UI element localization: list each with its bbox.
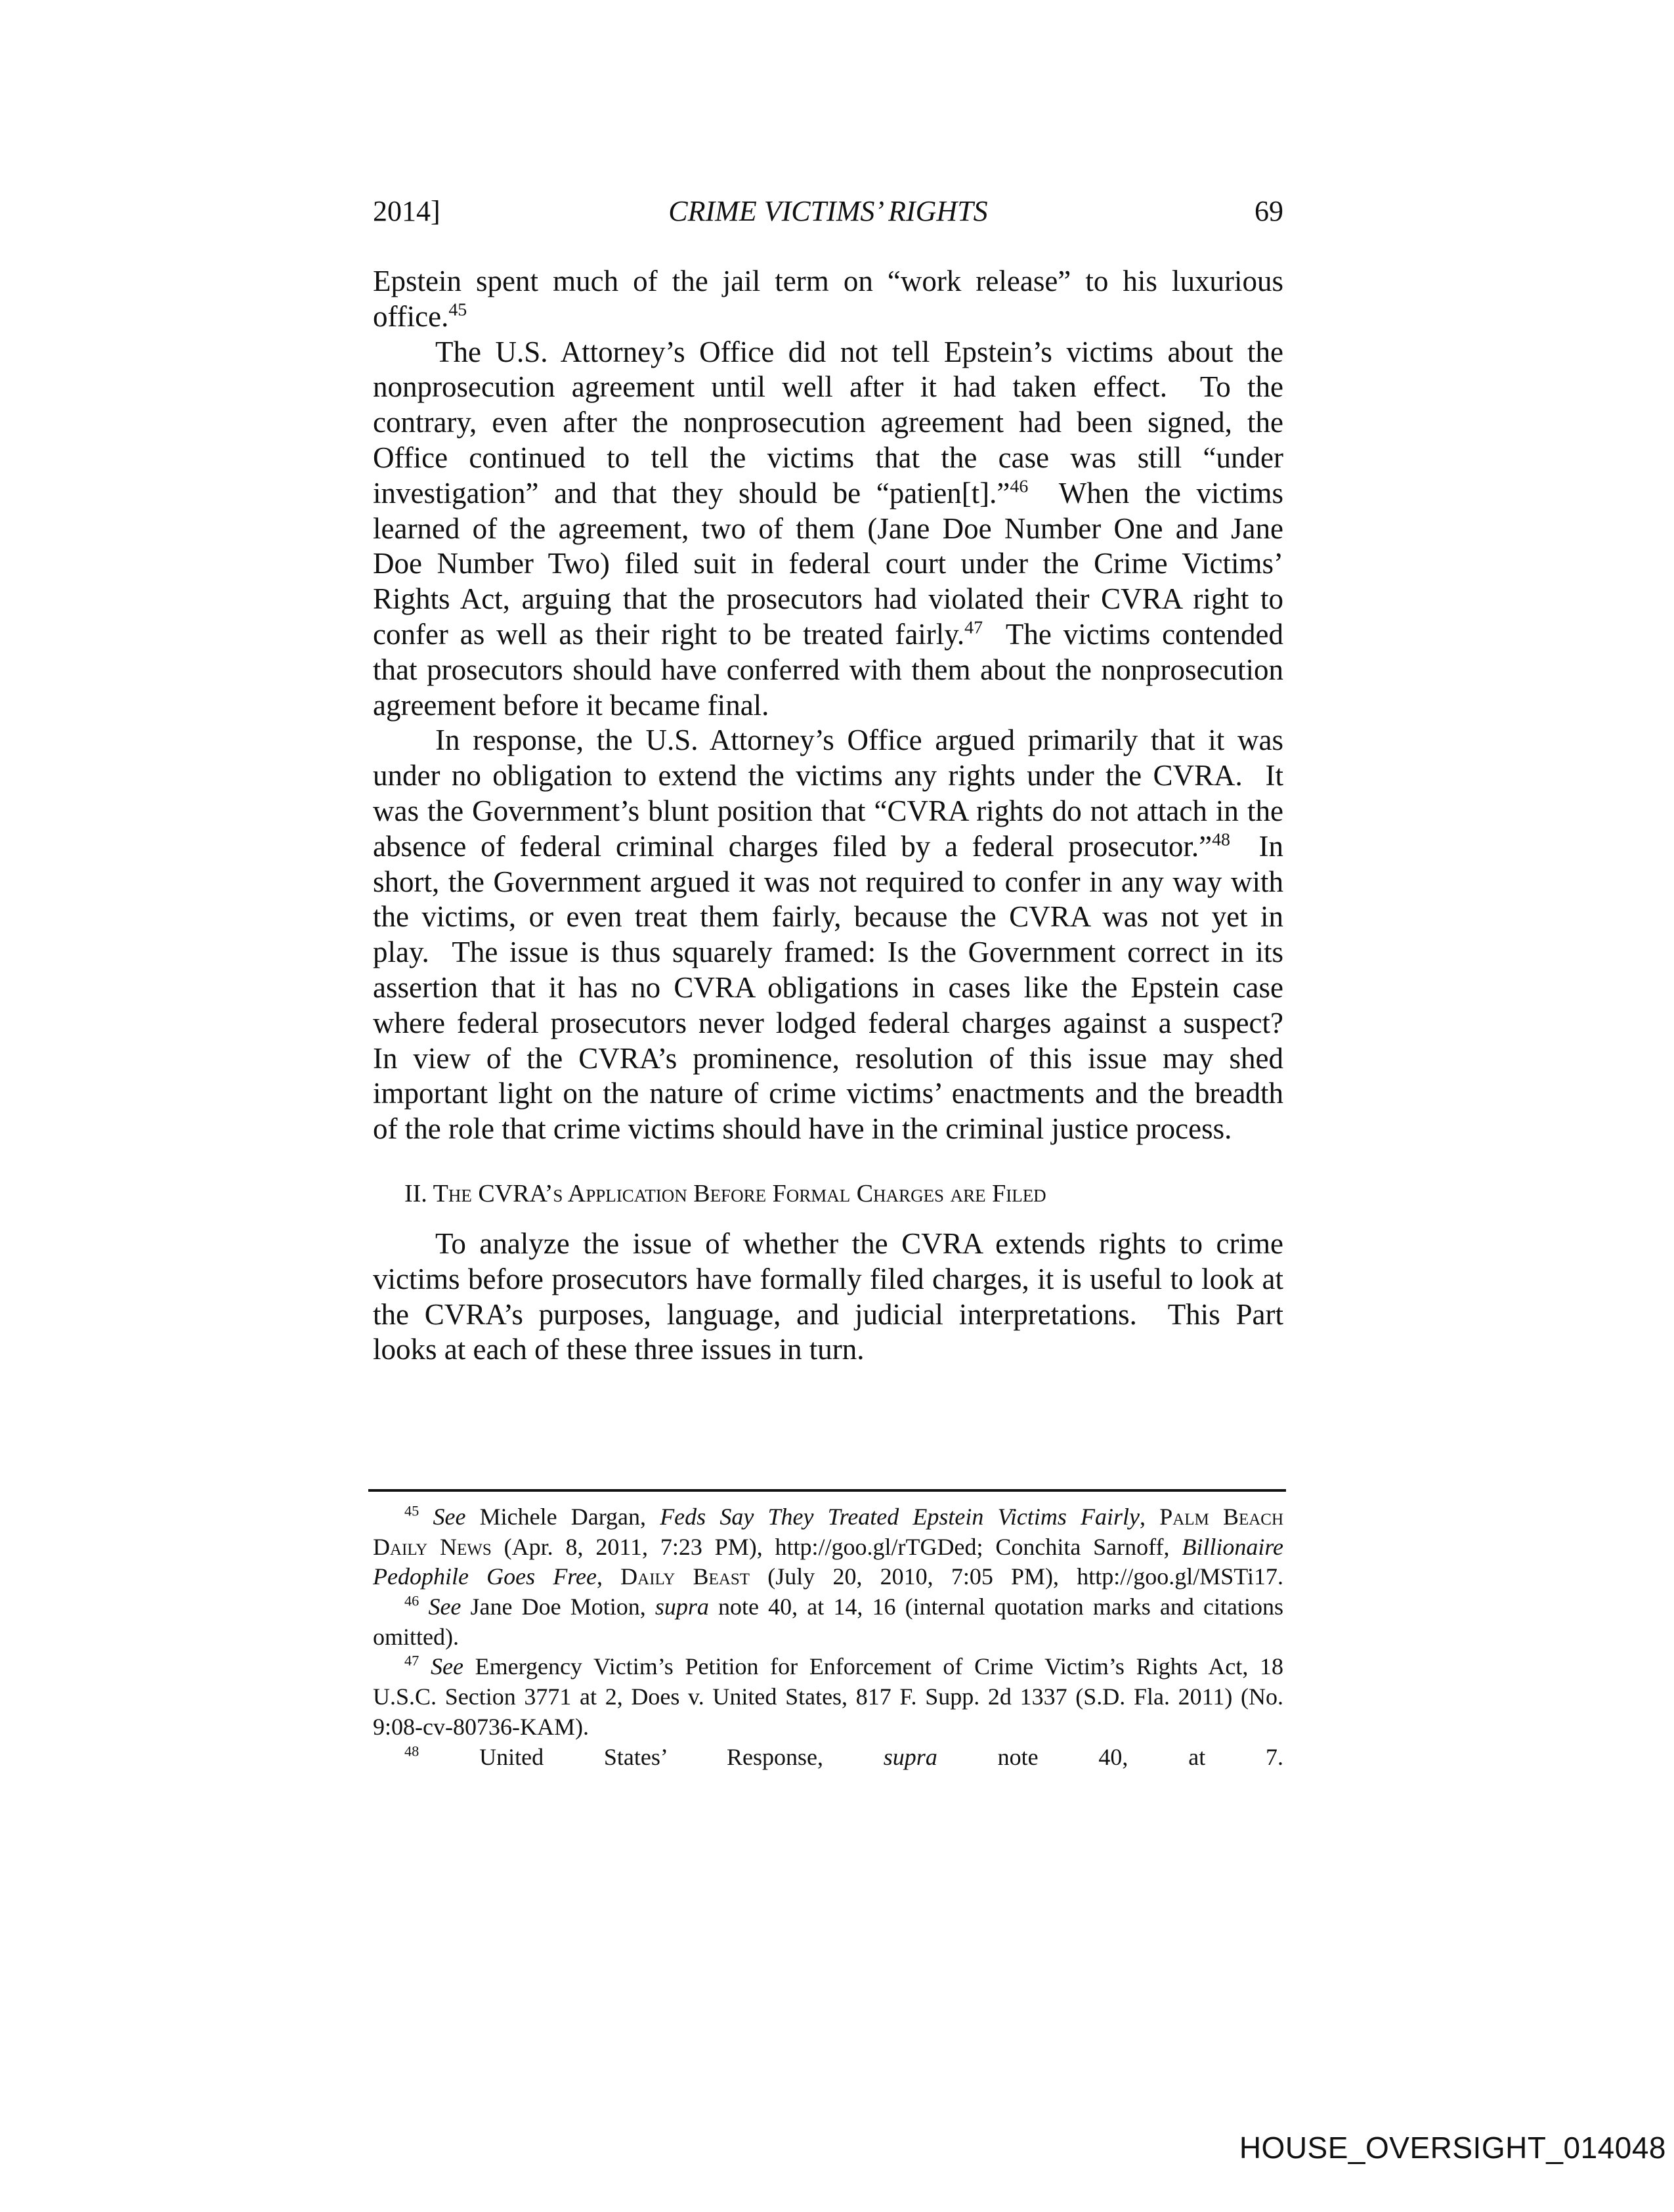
text-run: victims before prosecutors have formally filed charges, it is useful to look at [373,1262,1283,1295]
footnote-marker: 48 [404,1743,419,1760]
section-heading: II. The CVRA’s Application Before Formal Charges are Filed [404,1180,1046,1207]
footnote-marker: 45 [448,299,467,320]
text-run: that prosecutors should have conferred with them about the nonprosecution [373,653,1283,686]
small-caps-text: Daily Beast [620,1563,750,1590]
text-run: nonprosecution agreement until well after it had taken effect. To the [373,370,1283,404]
text-run: To analyze the issue of whether the CVRA extends rights to crime [435,1227,1283,1260]
italic-text: See [428,1594,461,1620]
text-run [419,1504,433,1530]
text-run: the CVRA’s purposes, language, and judicial interpretations. This Part [373,1297,1283,1331]
text-run: note 40, at 7. [937,1743,1283,1770]
text-line [373,1112,1283,1147]
italic-text: supra [883,1743,937,1770]
text-run: Emergency Victim’s Petition for Enforcement of Crime Victim’s Rights Act, 18 [463,1653,1283,1680]
text-line [373,1682,1283,1712]
text-line [373,688,1283,724]
text-run: the victims, or even treat them fairly, because the CVRA was not yet in [373,900,1283,934]
text-run: play. The issue is thus squarely framed: Is the Government correct in its [373,936,1283,969]
text-line [373,723,1283,758]
text-run: note 40, at 14, 16 (internal quotation marks and citations [708,1594,1283,1620]
bates-stamp: HOUSE_OVERSIGHT_014048 [1239,2131,1666,2165]
footnote-marker: 47 [404,1653,419,1670]
text-run: In view of the CVRA’s prominence, resolution of this issue may shed [373,1041,1283,1075]
text-run: looks at each of these three issues in turn. [373,1333,865,1366]
text-line [373,1332,1283,1368]
text-line [373,1006,1283,1041]
text-run: (July 20, 2010, 7:05 PM), http://goo.gl/MSTi17. [750,1563,1284,1590]
text-run: confer as well as their right to be treated fairly. [373,617,965,651]
text-line [373,546,1283,582]
text-run: Office continued to tell the victims that the case was still “under [373,441,1283,474]
text-line [373,829,1283,865]
text-line [373,1622,1283,1653]
page-number: 69 [1255,195,1283,227]
text-run: (Apr. 8, 2011, 7:23 PM), http://goo.gl/rTGDed; Conchita Sarnoff, [491,1533,1182,1560]
text-line [373,1592,1283,1622]
text-line [373,370,1283,405]
italic-text: See [433,1504,466,1530]
text-line [373,441,1283,476]
text-line [373,935,1283,970]
text-line [373,653,1283,688]
italic-text: Feds Say They Treated Epstein Victims Fairly [660,1504,1140,1530]
italic-text: See [431,1653,463,1680]
italic-text: supra [655,1594,709,1620]
footnote-divider [368,1489,1286,1492]
text-run: , [596,1563,621,1590]
running-header [373,194,1283,234]
italic-text: Billionaire [1182,1533,1283,1560]
text-run: United States’ Response, [419,1743,884,1770]
text-line [373,335,1283,370]
text-run [419,1653,431,1680]
text-line [373,1562,1283,1592]
text-run: In [1230,829,1283,863]
text-run: assertion that it has no CVRA obligations in cases like the Epstein case [373,970,1283,1004]
text-line [373,1297,1283,1333]
text-run: short, the Government argued it was not required to confer in any way with [373,865,1283,898]
text-line [373,1076,1283,1112]
text-run: Epstein spent much of the jail term on “work release” to his luxurious [373,265,1283,297]
text-run [419,1594,428,1620]
section-body-text [373,1226,1283,1368]
text-run: Doe Number Two) filed suit in federal court under the Crime Victims’ [373,547,1283,580]
text-line [373,865,1283,900]
footnotes [373,1502,1283,1772]
text-run: Jane Doe Motion, [461,1594,655,1620]
small-caps-text: Daily News [373,1533,492,1560]
text-run: omitted). [373,1623,459,1650]
header-volume-year: 2014] [373,195,440,227]
footnote-marker: 46 [404,1592,419,1609]
footnote-marker: 47 [964,617,983,638]
text-line [373,405,1283,441]
text-run: office. [373,299,449,333]
text-line [373,511,1283,547]
footnote-marker: 48 [1212,829,1230,850]
text-run: of the role that crime victims should have in the criminal justice process. [373,1112,1232,1146]
text-line [373,617,1283,653]
text-line [373,1226,1283,1262]
text-run: Rights Act, arguing that the prosecutors had violated their CVRA right to [373,582,1283,616]
text-line [373,900,1283,935]
text-line [373,299,1283,335]
header-title: CRIME VICTIMS’ RIGHTS [668,195,988,227]
text-line [373,1041,1283,1077]
text-run: contrary, even after the nonprosecution agreement had been signed, the [373,406,1283,439]
text-run: The victims contended [983,617,1283,651]
text-run: In response, the U.S. Attorney’s Office argued primarily that it was [435,724,1283,757]
text-line [373,582,1283,617]
text-line [373,1652,1283,1682]
text-run: investigation” and that they should be “patien[t].” [373,476,1010,510]
text-line [373,1502,1283,1532]
text-line [373,794,1283,829]
text-run: When the victims [1028,476,1283,510]
text-run: where federal prosecutors never lodged federal charges against a suspect? [373,1006,1283,1039]
footnote-marker: 45 [404,1502,419,1519]
text-run: Michele Dargan, [465,1504,660,1530]
text-run: U.S.C. Section 3771 at 2, Does v. United States, 817 F. Supp. 2d 1337 (S.D. Fla. 2011) (No. [373,1683,1283,1710]
text-line [373,476,1283,511]
text-run: under no obligation to extend the victims any rights under the CVRA. It [373,759,1283,792]
text-line [373,264,1283,299]
italic-text: Pedophile Goes Free [373,1563,597,1590]
text-line [373,1532,1283,1563]
text-run: important light on the nature of crime victims’ enactments and the breadth [373,1077,1283,1110]
body-text [373,264,1283,1147]
text-run: absence of federal criminal charges filed by a federal prosecutor.” [373,829,1213,863]
footnote-marker: 46 [1010,476,1029,497]
text-run: learned of the agreement, two of them (Jane Doe Number One and Jane [373,511,1283,545]
text-run: was the Government’s blunt position that “CVRA rights do not attach in the [373,794,1283,827]
text-line [373,758,1283,794]
text-run: 9:08-cv-80736-KAM). [373,1713,589,1740]
text-line [373,970,1283,1006]
text-run: , [1140,1504,1160,1530]
text-line [373,1262,1283,1297]
text-line [373,1743,1283,1773]
small-caps-text: Palm Beach [1159,1504,1284,1530]
text-run: agreement before it became final. [373,688,769,722]
text-line [373,1712,1283,1743]
text-run: The U.S. Attorney’s Office did not tell Epstein’s victims about the [435,335,1283,368]
